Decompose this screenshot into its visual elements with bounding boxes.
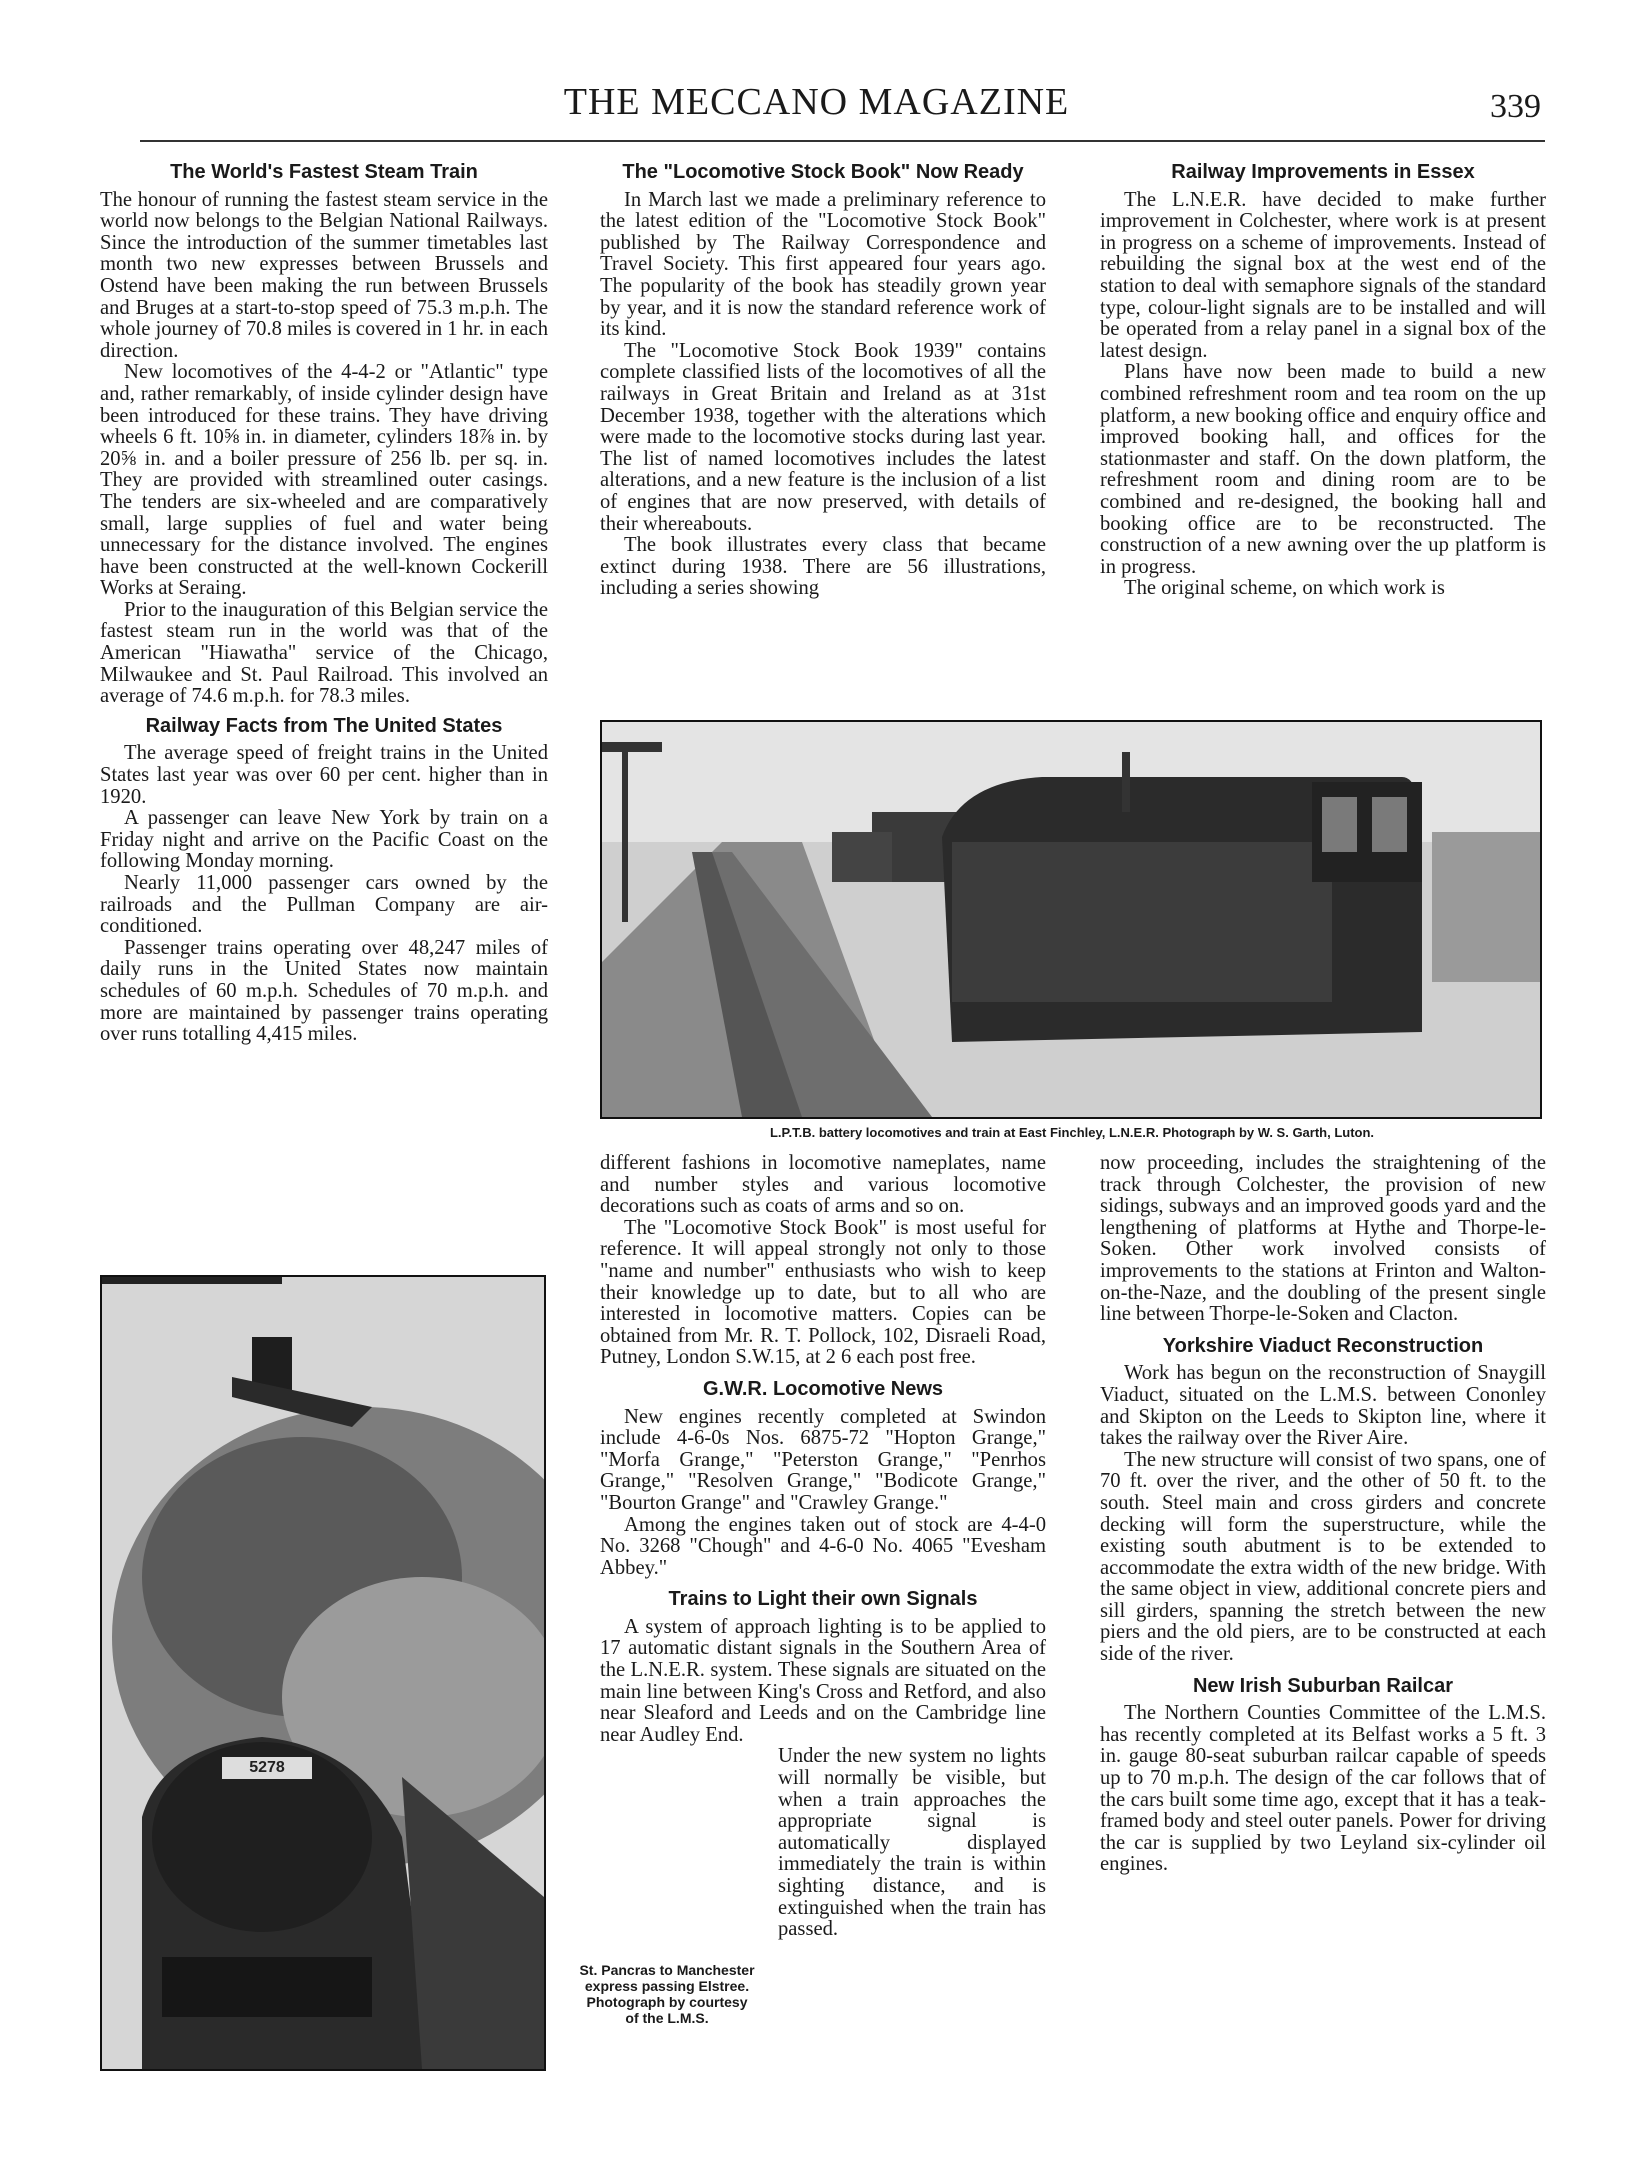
- column-2-top: [600, 162, 1046, 600]
- column-3-bottom: [1100, 1153, 1546, 1876]
- paragraph: The L.N.E.R. have decided to make further improvement in Colchester, where work is at present in progress on a scheme of improvements. Instead of rebuilding the signal box at the west end of the station to deal with semaphore signals of the standard type, colour-light signals are to be installed and will be operated from a relay panel in a signal box of the latest design.: [1100, 188, 1546, 362]
- photo-express-locomotive: [100, 1275, 546, 2071]
- paragraph: The new structure will consist of two spans, one of 70 ft. over the river, and the other of 50 ft. to the south. Steel main and cross girders and concrete decking will form the superstructure, while the existing south abutment is to be extended to accommodate the extra width of the new bridge. With the same object in view, additional concrete piers and sill girders, spanning the stretch between the new piers and the old piers, are to be constructed at each side of the river.: [1100, 1448, 1546, 1666]
- heading-gwr-locomotive-news: G.W.R. Locomotive News: [702, 1377, 944, 1400]
- paragraph: In March last we made a preliminary reference to the latest edition of the "Locomotive Stock Book" published by The Railway Correspondence and Travel Society. This first appeared four years ago. The popularity of the book has steadily grown year by year, and it is now the standard reference work of its kind.: [600, 188, 1046, 341]
- paragraph: The honour of running the fastest steam service in the world now belongs to the Belgian National Railways. Since the introduction of the summer timetables last month two new expresses between Brussels and Ostend have been making the run between Brussels and Bruges at a start-to-stop speed of 75.3 m.p.h. The whole journey of 70.8 miles is covered in 1 hr. in each direction.: [100, 188, 548, 362]
- column-2-bottom: [600, 1153, 1046, 1941]
- paragraph: The "Locomotive Stock Book 1939" contains complete classified lists of the locomotives of all the railways in Great Britain and Ireland as at 31st December 1938, together with the alterations which were made to the locomotive stocks during last year. The list of named locomotives includes the latest alterations, and a new feature is the inclusion of a list of engines that are now preserved, with details of their whereabouts.: [600, 339, 1046, 535]
- paragraph: Plans have now been made to build a new combined refreshment room and tea room on the up platform, a new booking office and enquiry office and improved booking hall, and offices for the stationmaster and staff. On the down platform, the refreshment room and dining room are to be combined and re-designed, the booking hall and booking office are to be reconstructed. The construction of a new awning over the up platform is in progress.: [1100, 361, 1546, 578]
- magazine-title: THE MECCANO MAGAZINE: [563, 81, 1070, 123]
- paragraph: A system of approach lighting is to be applied to 17 automatic distant signals in the Southern Area of the L.N.E.R. system. These signals are situated on the main line between King's Cross and Retford, and also near Sleaford and Leeds and on the Cambridge line near Audley End.: [600, 1615, 1046, 1746]
- paragraph: New locomotives of the 4-4-2 or "Atlantic" type and, rather remarkably, of inside cylinder design have been introduced for these trains. They have driving wheels 6 ft. 10⅝ in. in diameter, cylinders 18⅞ in. by 20⅝ in. and a boiler pressure of 256 lb. per sq. in. They are provided with streamlined outer casings. The tenders are six-wheeled and are comparatively small, large supplies of fuel and water being unnecessary for the distance involved. The engines have been constructed at the well-known Cockerill Works at Seraing.: [100, 361, 548, 600]
- paragraph: now proceeding, includes the straightening of the track through Colchester, the provision of new sidings, subways and an improved goods yard and the lengthening of platforms at Hythe and Thorpe-le-Soken. Other work involved consists of improvements to the stations at Frinton and Walton-on-the-Naze, and the doubling of the present single line between Thorpe-le-Soken and Clacton.: [1100, 1152, 1546, 1326]
- paragraph: different fashions in locomotive nameplates, name and number styles and various locomotive decorations such as coats of arms and so on.: [600, 1152, 1046, 1218]
- paragraph: New engines recently completed at Swindon include 4-6-0s Nos. 6875-72 "Hopton Grange," "Morfa Grange," "Peterston Grange," "Penrhos Grange," "Resolven Grange," "Bodicote Grange," "Bourton Grange" and "Crawley Grange.": [600, 1405, 1046, 1514]
- heading-us-railway-facts: Railway Facts from The United States: [145, 714, 503, 737]
- paragraph: The original scheme, on which work is: [1124, 577, 1445, 600]
- paragraph: Nearly 11,000 passenger cars owned by the railroads and the Pullman Company are air-conditioned.: [100, 872, 548, 938]
- paragraph: Passenger trains operating over 48,247 miles of daily runs in the United States now maintain schedules of 60 m.p.h. Schedules of 70 m.p.h. and more are maintained by passenger trains operating over runs totalling 4,415 miles.: [100, 936, 548, 1046]
- battery-locomotive-illustration: [602, 722, 1540, 1117]
- heading-yorkshire-viaduct: Yorkshire Viaduct Reconstruction: [1162, 1334, 1484, 1357]
- heading-locomotive-stock-book: The "Locomotive Stock Book" Now Ready: [622, 161, 1024, 183]
- locomotive-number-plate: 5278: [249, 1759, 285, 1776]
- heading-irish-railcar: New Irish Suburban Railcar: [1192, 1674, 1454, 1697]
- paragraph: The "Locomotive Stock Book" is most useful for reference. It will appeal strongly not only to those "name and number" enthusiasts who wish to keep their knowledge up to date, but to all who are interested in locomotive matters. Copies can be obtained from Mr. R. T. Pollock, 102, Disraeli Road, Putney, London S.W.15, at 2 6 each post free.: [600, 1216, 1046, 1369]
- heading-trains-light-signals: Trains to Light their own Signals: [668, 1588, 978, 1611]
- paragraph: Among the engines taken out of stock are 4-4-0 No. 3268 "Chough" and 4-6-0 No. 4065 "Evesham Abbey.": [600, 1513, 1046, 1579]
- paragraph: Work has begun on the reconstruction of Snaygill Viaduct, situated on the L.M.S. between Cononley and Skipton on the Leeds to Skipton line, where it takes the railway over the River Aire.: [1100, 1362, 1546, 1450]
- paragraph: The book illustrates every class that became extinct during 1938. There are 56 illustrations, including a series showing: [600, 534, 1046, 600]
- photo-top-caption: L.P.T.B. battery locomotives and train at East Finchley, L.N.E.R. Photograph by W. S. Garth, Luton.: [769, 1125, 1375, 1140]
- paragraph: The average speed of freight trains in the United States last year was over 60 per cent. higher than in 1920.: [100, 742, 548, 808]
- paragraph: The Northern Counties Committee of the L.M.S. has recently completed at its Belfast works a 5 ft. 3 in. gauge 80-seat suburban railcar capable of speeds up to 70 m.p.h. The design of the car follows that of the cars built some time ago, except that it has a teak-framed body and steel outer panels. Power for driving the car is supplied by two Leyland six-cylinder oil engines.: [1100, 1702, 1546, 1876]
- header-rule: [140, 140, 1545, 142]
- paragraph: Prior to the inauguration of this Belgian service the fastest steam run in the world was that of the American "Hiawatha" service of the Chicago, Milwaukee and St. Paul Railroad. This involved an average of 74.6 m.p.h. for 78.3 miles.: [100, 598, 548, 708]
- paragraph: Under the new system no lights will normally be visible, but when a train approaches the appropriate signal is automatically displayed immediately the train is within sighting distance, and is extinguished when the train has passed.: [778, 1745, 1046, 1941]
- column-3-top: [1100, 162, 1546, 600]
- photo-battery-locomotive: [600, 720, 1542, 1119]
- page-number: 339: [1490, 88, 1541, 125]
- photo-left-caption: St. Pancras to Manchester express passing Elstree. Photograph by courtesy of the L.M.S.: [579, 1962, 755, 2026]
- express-locomotive-illustration: [102, 1277, 544, 2069]
- column-1: [100, 162, 548, 1046]
- heading-fastest-steam-train: The World's Fastest Steam Train: [170, 161, 478, 183]
- heading-railway-improvements-essex: Railway Improvements in Essex: [1171, 161, 1475, 183]
- paragraph: A passenger can leave New York by train on a Friday night and arrive on the Pacific Coast on the following Monday morning.: [100, 807, 548, 873]
